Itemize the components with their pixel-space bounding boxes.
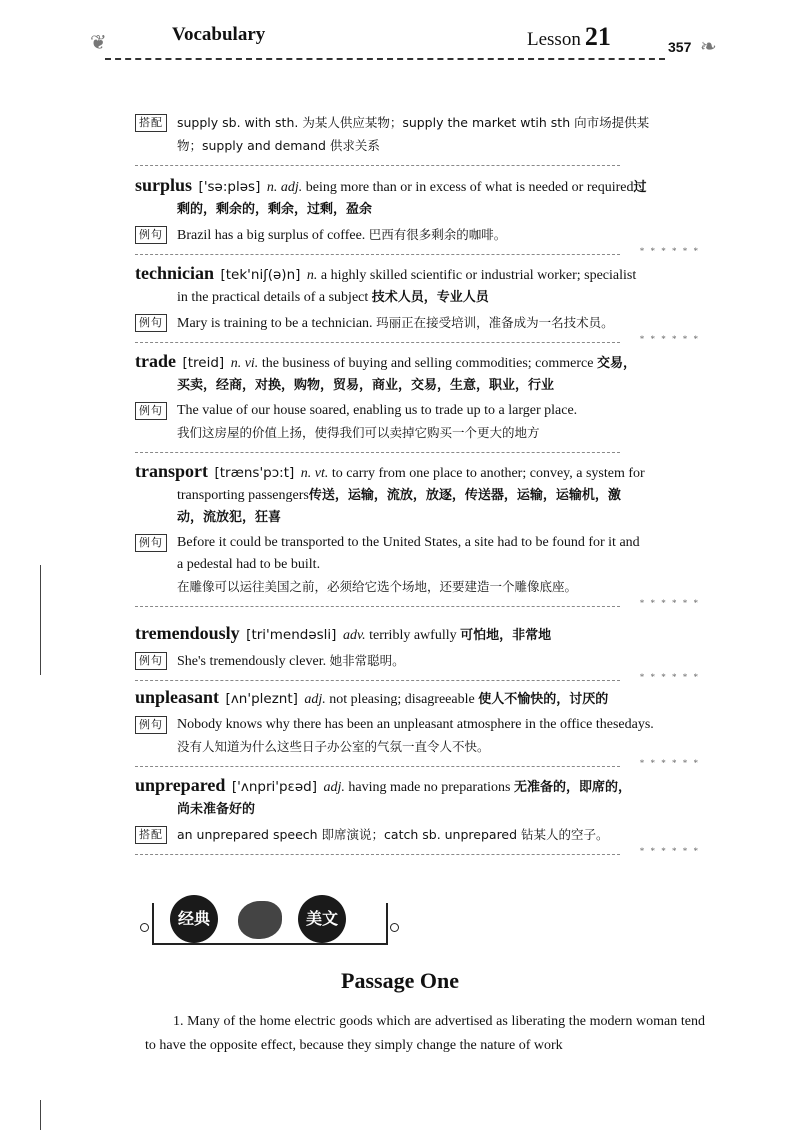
part-of-speech: adj.: [323, 780, 345, 795]
entry-separator: [135, 449, 700, 457]
definition-en: terribly awfully: [369, 628, 457, 643]
phonetic: [ʌn'pleznt]: [225, 691, 298, 707]
phonetic: [treid]: [182, 355, 225, 371]
definition-zh: 技术人员，专业人员: [371, 290, 489, 305]
example-zh: 玛丽正在接受培训，准备成为一名技术员。: [376, 315, 614, 330]
definition-en: to carry from one place to another; convey, a system for: [331, 466, 645, 481]
entry-separator: * * * * * *: [135, 603, 700, 611]
example-tag: 例句: [135, 652, 167, 670]
entry-separator: * * * * * *: [135, 851, 700, 859]
example-tag: 例句: [135, 314, 167, 332]
phonetic: [tek'niʃ(ə)n]: [220, 267, 301, 283]
collocation-line: 物；supply and demand 供求关系: [177, 138, 380, 153]
definition-en: transporting passengers: [177, 488, 309, 503]
phonetic: ['sə:pləs]: [198, 179, 261, 195]
lesson-number: 21: [584, 22, 611, 51]
collocation-line: supply sb. with sth. 为某人供应某物；supply the market wtih sth 向市场提供某: [177, 115, 650, 130]
example-en: Before it could be transported to the United States, a site had to be found for it and: [177, 535, 640, 550]
part-of-speech: adv.: [342, 628, 366, 643]
definition-zh: 剩的，剩余的，剩余，过剩，盈余: [177, 202, 373, 217]
definition-zh: 交易，: [596, 356, 636, 371]
headword: trade: [135, 351, 176, 371]
phonetic: [tri'mendəsli]: [246, 627, 337, 643]
example-en: The value of our house soared, enabling us to trade up to a larger place.: [177, 403, 578, 418]
part-of-speech: n.: [306, 268, 318, 283]
part-of-speech: adj.: [304, 692, 326, 707]
banner-badge-right: 美文: [298, 895, 346, 943]
header-rule: [105, 58, 665, 60]
decorative-bird-icon: ❦: [90, 32, 107, 54]
headword: transport: [135, 461, 208, 481]
headword: surplus: [135, 175, 193, 195]
phonetic: [træns'pɔ:t]: [214, 465, 295, 481]
headword: unprepared: [135, 775, 226, 795]
headword: tremendously: [135, 623, 240, 643]
entry-tremendously: [135, 622, 700, 685]
headword: technician: [135, 263, 214, 283]
definition-en: in the practical details of a subject: [177, 290, 369, 305]
collocation-tag: 搭配: [135, 114, 167, 132]
passage-paragraph: 1. Many of the home electric goods which are advertised as liberating the modern woman tend to have the opposite effect, because they simply change the nature of work: [145, 1014, 705, 1053]
banner-circle-right: [390, 923, 399, 932]
phonetic: ['ʌnpri'pɛəd]: [231, 779, 317, 795]
collocation-tag: 搭配: [135, 826, 167, 844]
example-zh: 她非常聪明。: [329, 653, 405, 668]
example-tag: 例句: [135, 716, 167, 734]
example-en: She's tremendously clever.: [177, 654, 327, 669]
decorative-branch-icon: ❧: [700, 36, 717, 58]
entry-supply: [135, 112, 700, 170]
margin-line: [40, 1100, 41, 1130]
example-en: Nobody knows why there has been an unpleasant atmosphere in the office thesedays.: [177, 717, 654, 732]
margin-line: [40, 565, 41, 675]
part-of-speech: n. vt.: [300, 466, 329, 481]
entry-trade: [135, 350, 700, 457]
passage-title: Passage One: [341, 968, 459, 993]
entry-technician: [135, 262, 700, 347]
entry-unprepared: [135, 774, 700, 859]
definition-en: having made no preparations: [348, 780, 511, 795]
entry-transport: [135, 460, 700, 611]
definition-zh: 无准备的，即席的，: [514, 780, 632, 795]
page-number: 357: [668, 39, 692, 55]
definition-zh: 过: [633, 180, 647, 195]
definition-en: not pleasing; disagreeable: [329, 692, 475, 707]
entry-separator: * * * * * *: [135, 339, 700, 347]
example-zh: 在雕像可以运往美国之前，必须给它选个场地，还要建造一个雕像底座。: [177, 579, 578, 594]
entry-separator: * * * * * *: [135, 677, 700, 685]
running-header: [60, 22, 740, 72]
example-tag: 例句: [135, 402, 167, 420]
entry-unpleasant: [135, 686, 700, 771]
definition-zh: 买卖，经商，对换，购物，贸易，商业，交易，生意，职业，行业: [177, 378, 555, 393]
example-zh: 巴西有很多剩余的咖啡。: [368, 227, 507, 242]
entry-separator: * * * * * *: [135, 251, 700, 259]
header-title: Vocabulary: [172, 24, 266, 45]
headword: unpleasant: [135, 687, 220, 707]
example-tag: 例句: [135, 534, 167, 552]
example-en: a pedestal had to be built.: [177, 557, 321, 572]
definition-zh: 传送，运输，流放，放逐，传送器，运输，运输机，激: [308, 488, 621, 503]
part-of-speech: n. adj.: [266, 180, 303, 195]
example-tag: 例句: [135, 226, 167, 244]
entry-surplus: [135, 174, 700, 259]
banner-badge-left: 经典: [170, 895, 218, 943]
example-zh: 我们这房屋的价值上扬，使得我们可以卖掉它购买一个更大的地方: [177, 425, 540, 440]
entry-separator: * * * * * *: [135, 763, 700, 771]
entry-separator: [135, 162, 700, 170]
definition-zh: 动，流放犯，狂喜: [177, 510, 282, 525]
banner-ornament-icon: [238, 901, 282, 939]
definition-zh: 使人不愉快的，讨厌的: [478, 692, 609, 707]
example-en: Mary is training to be a technician.: [177, 316, 373, 331]
example-en: Brazil has a big surplus of coffee.: [177, 228, 366, 243]
definition-en: the business of buying and selling commodities; commerce: [261, 356, 594, 371]
part-of-speech: n. vi.: [230, 356, 259, 371]
definition-zh: 可怕地，非常地: [460, 628, 552, 643]
definition-en: a highly skilled scientific or industrial worker; specialist: [320, 268, 637, 283]
definition-zh: 尚未准备好的: [177, 802, 256, 817]
header-lesson: Lesson 21: [527, 22, 611, 51]
definition-en: being more than or in excess of what is needed or required: [305, 180, 634, 195]
example-zh: 没有人知道为什么这些日子办公室的气氛一直令人不快。: [177, 739, 490, 754]
collocation-line: an unprepared speech 即席演说；catch sb. unprepared 钻某人的空子。: [177, 827, 609, 842]
banner-circle-left: [140, 923, 149, 932]
classic-prose-banner: [140, 895, 410, 955]
